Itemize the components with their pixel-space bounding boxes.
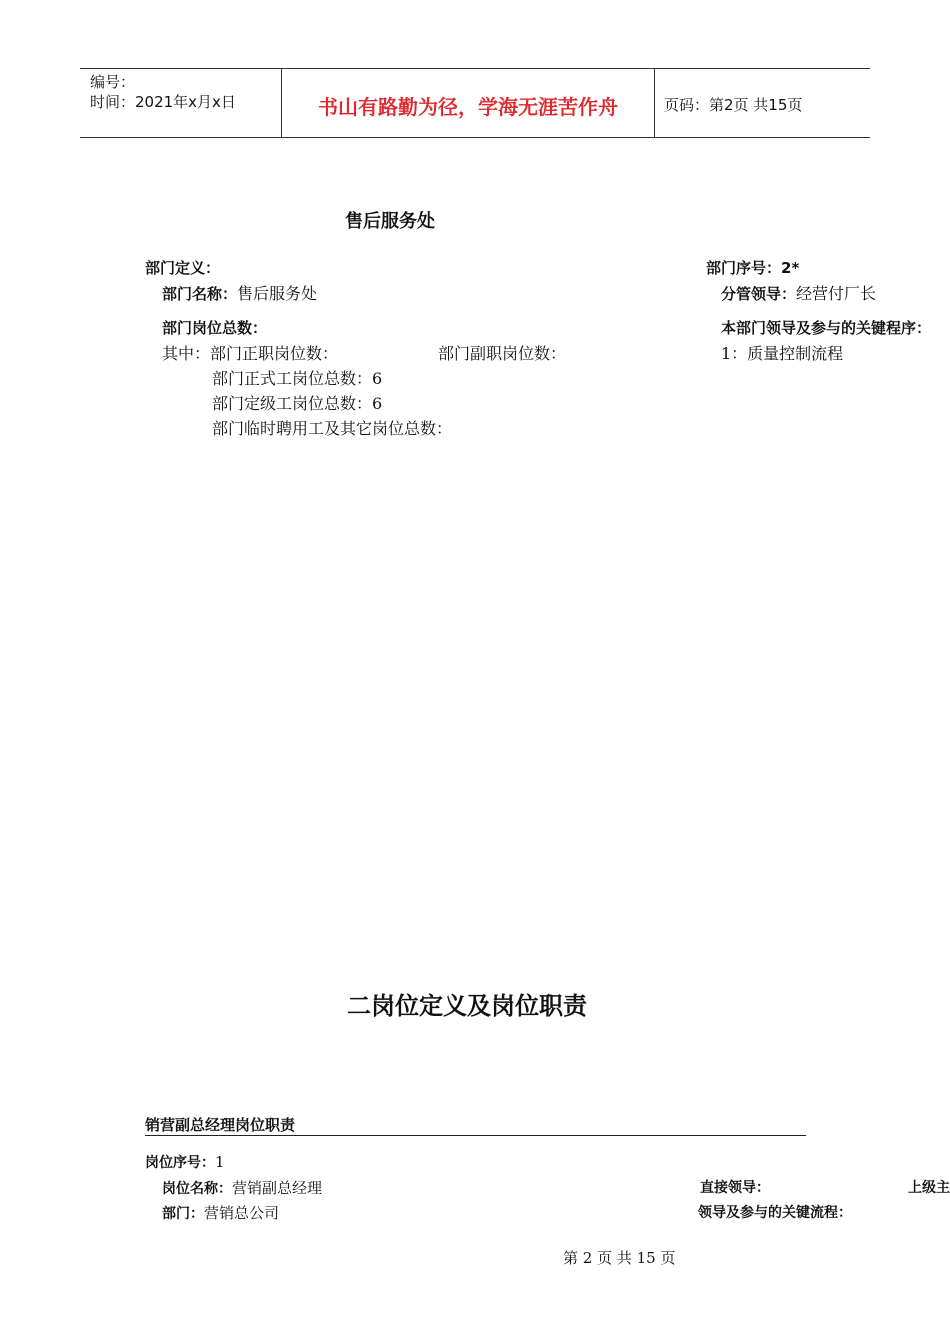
- job-dept-row: [162, 1202, 279, 1223]
- job-name-value: 营销副总经理: [232, 1179, 323, 1197]
- header-page-number: 页码：第2页 共15页: [664, 96, 803, 114]
- graded-staff-count: 部门定级工岗位总数：6: [212, 394, 383, 413]
- department-leader-label: 分管领导：: [721, 285, 797, 303]
- job-direct-leader-label: 直接领导：: [700, 1180, 770, 1196]
- header-left-cell: [80, 69, 280, 137]
- regular-positions-count: 其中：部门正职岗位数：: [162, 344, 339, 363]
- job-serial-row: [145, 1152, 225, 1172]
- job-title-underline: [145, 1135, 806, 1136]
- job-name-row: [162, 1177, 322, 1198]
- department-name-label: 部门名称：: [162, 285, 238, 303]
- department-key-process-label: 本部门领导及参与的关键程序：: [721, 319, 932, 337]
- department-name-row: [162, 281, 317, 304]
- document-time-label: 时间：2021年x月x日: [90, 93, 236, 111]
- job-dept-value: 营销总公司: [204, 1204, 280, 1222]
- footer-page-number: 第 2 页 共 15 页: [563, 1249, 676, 1267]
- header-right-cell: [654, 69, 870, 137]
- formal-staff-count: 部门正式工岗位总数：6: [212, 369, 383, 388]
- department-definition-label: 部门定义：: [145, 259, 221, 277]
- section-2-title: 二岗位定义及岗位职责: [347, 992, 587, 1020]
- job-superior-label: 上级主: [908, 1180, 950, 1196]
- temp-staff-count: 部门临时聘用工及其它岗位总数：: [212, 419, 453, 438]
- job-serial-label: 岗位序号：: [145, 1155, 215, 1171]
- department-leader-value: 经营付厂长: [796, 284, 877, 303]
- department-leader-row: [721, 281, 876, 304]
- header-middle-cell: [281, 69, 655, 137]
- department-title: 售后服务处: [345, 211, 435, 232]
- department-name-value: 售后服务处: [237, 284, 318, 303]
- job-dept-label: 部门：: [162, 1206, 204, 1222]
- department-positions-label: 部门岗位总数：: [162, 319, 268, 337]
- job-name-label: 岗位名称：: [162, 1181, 232, 1197]
- job-key-process-label: 领导及参与的关键流程：: [698, 1205, 852, 1221]
- header-motto: 书山有路勤为径，学海无涯苦作舟: [318, 95, 618, 119]
- document-number-label: 编号：: [90, 73, 136, 91]
- job-title: 销营副总经理岗位职责: [145, 1116, 296, 1134]
- key-process-item-1: 1：质量控制流程: [721, 344, 844, 363]
- page-header: [80, 68, 870, 138]
- job-serial-value: 1: [215, 1153, 225, 1171]
- department-serial-label: 部门序号：2*: [706, 259, 800, 277]
- deputy-positions-count: 部门副职岗位数：: [438, 344, 567, 363]
